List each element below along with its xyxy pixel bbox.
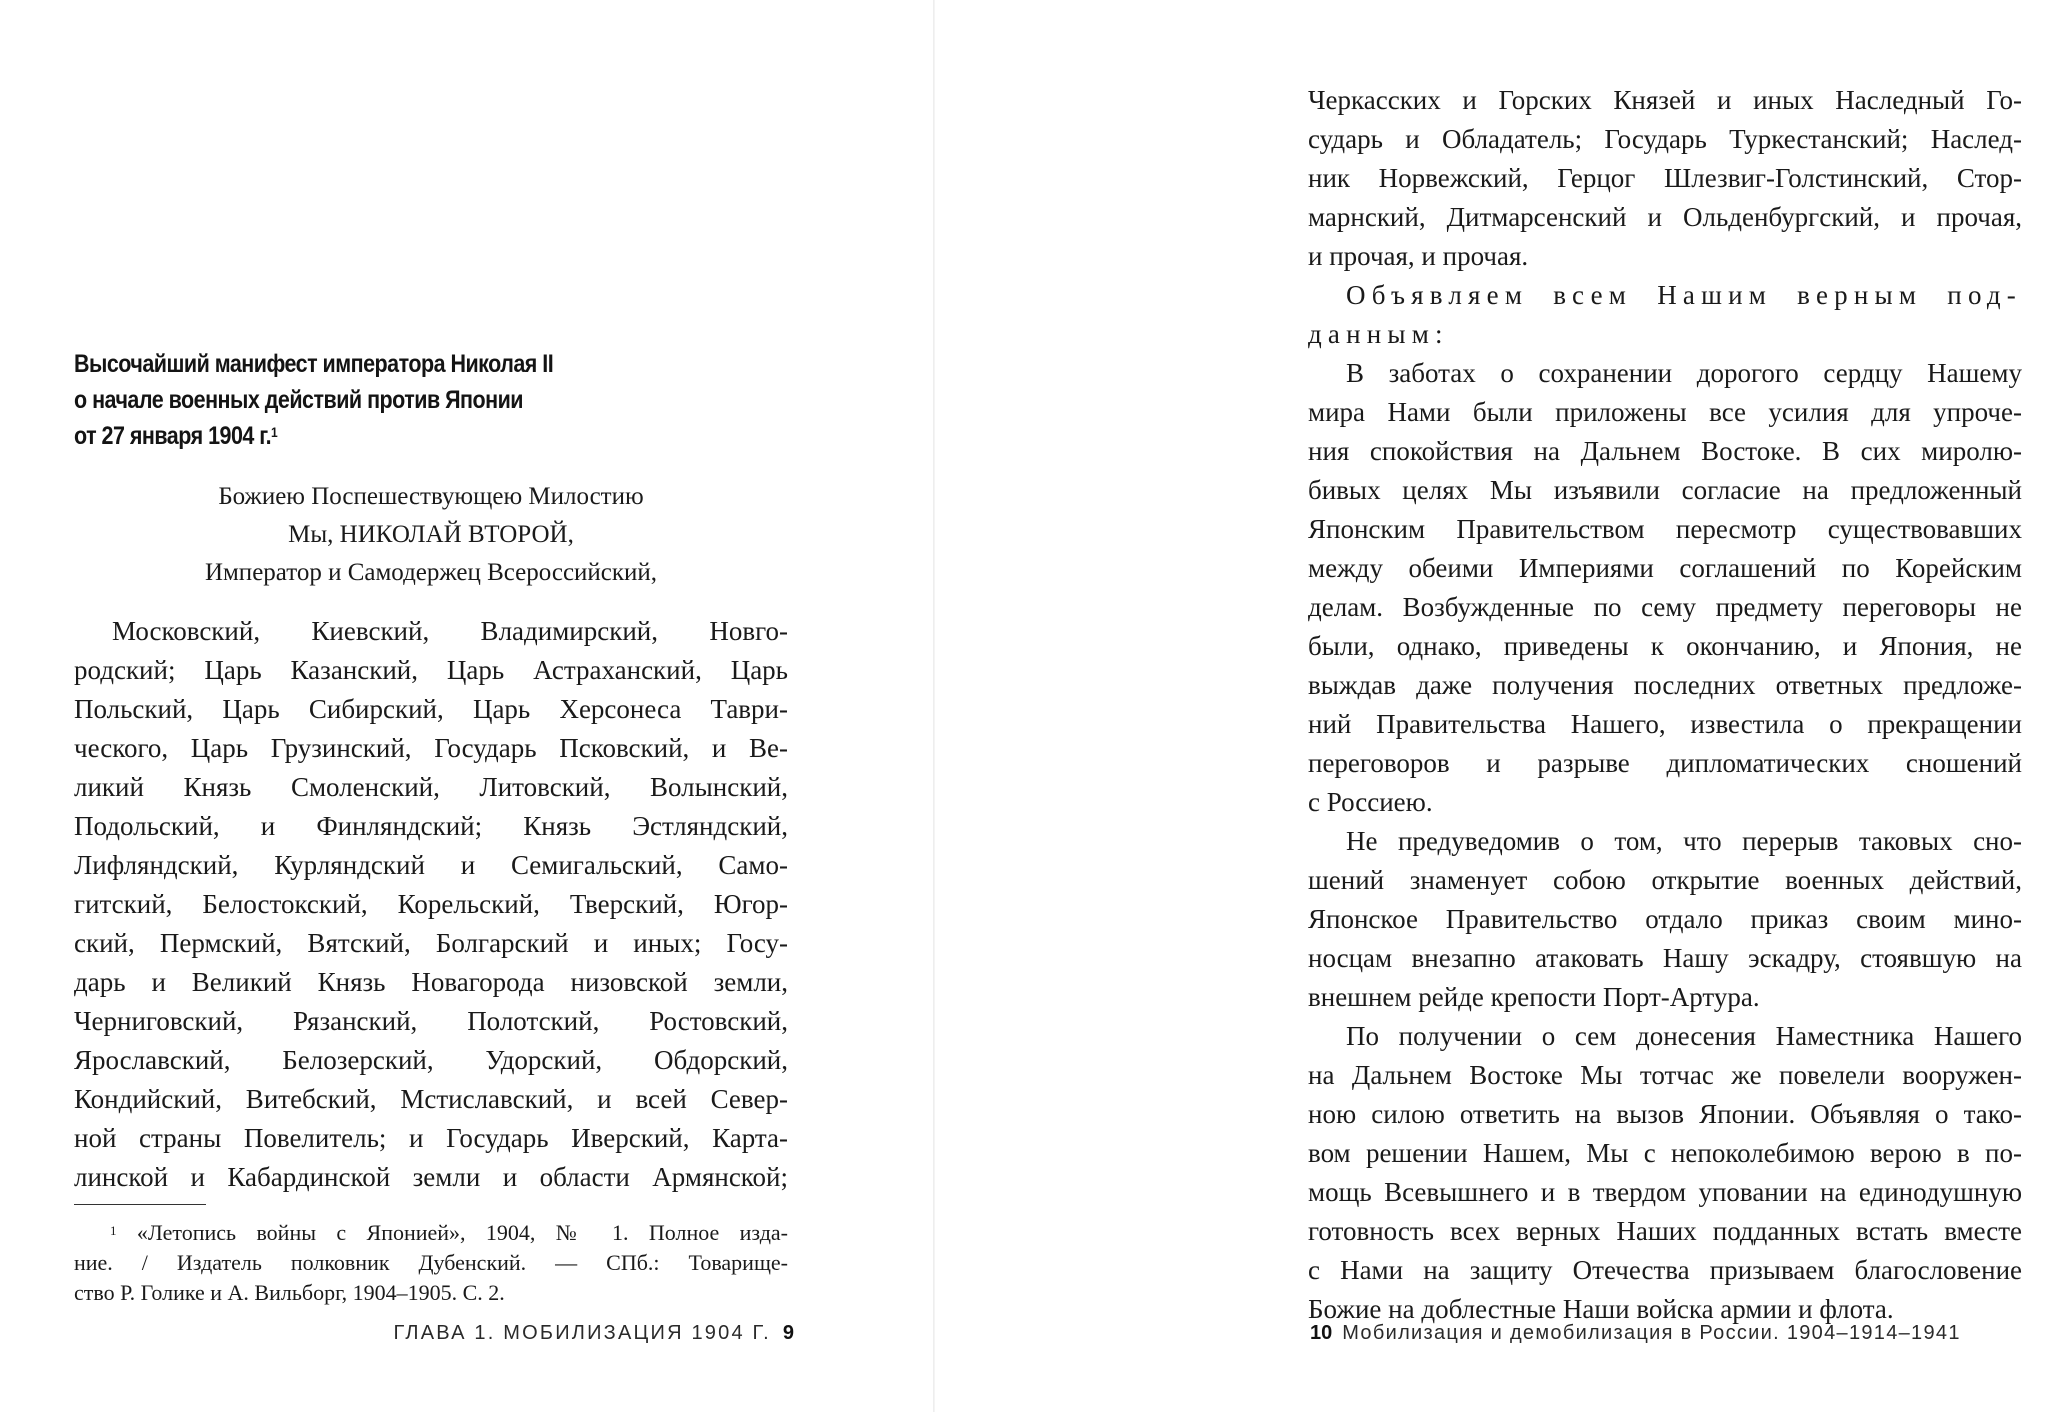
text-line: ник Норвежский, Герцог Шлезвиг-Голстинский, Стор- xyxy=(1308,163,2022,193)
text-line: ликий Князь Смоленский, Литовский, Волынский, xyxy=(74,772,788,802)
text-line: готовность всех верных Наших подданных встать вместе xyxy=(1308,1216,2022,1246)
text-line: ский, Пермский, Вятский, Болгарский и иных; Госу- xyxy=(74,928,788,958)
text-line: Кондийский, Витебский, Мстиславский, и всей Север- xyxy=(74,1084,788,1114)
text-line: Ярославский, Белозерский, Удорский, Обдорский, xyxy=(74,1045,788,1075)
text-line: линской и Кабардинской земли и области Армянской; xyxy=(74,1162,788,1192)
footnote-line xyxy=(74,1218,788,1248)
running-head-text: Мобилизация и демобилизация в России. 1904–1914–1941 xyxy=(1342,1322,1961,1344)
footnote-line: ство Р. Голике и А. Вильборг, 1904–1905. С. 2. xyxy=(74,1280,505,1305)
text-line: переговоров и разрыве дипломатических сношений xyxy=(1308,748,2022,778)
text-line: и прочая, и прочая. xyxy=(1308,241,1529,271)
footnote-line: ние. / Издатель полковник Дубенский. — СПб.: Товарище- xyxy=(74,1250,788,1275)
invocation-line: Император и Самодержец Всероссийский, xyxy=(204,559,658,586)
text-line: мира Нами были приложены все усилия для упроче- xyxy=(1308,397,2022,427)
text-line: ний Правительства Нашего, известила о прекращении xyxy=(1308,709,2022,739)
text-line: Московский, Киевский, Владимирский, Новго- xyxy=(112,616,788,646)
text-line: Черниговский, Рязанский, Полотский, Ростовский, xyxy=(74,1006,788,1036)
page-number: 9 xyxy=(782,1322,794,1344)
declaration-line: данным: xyxy=(1308,319,1449,349)
text-line: делам. Возбужденные по сему предмету переговоры не xyxy=(1308,592,2022,622)
text-line: Черкасских и Горских Князей и иных Наследный Го- xyxy=(1308,85,2022,115)
text-line: ною силою ответить на вызов Японии. Объявляя о тако- xyxy=(1308,1099,2022,1129)
text-line: шений знаменует собою открытие военных действий, xyxy=(1308,865,2022,895)
declaration-line: Объявляем всем Нашим верным под- xyxy=(1346,280,2022,310)
chapter-title-line: Высочайший манифест императора Николая II xyxy=(74,350,554,378)
text-line: на Дальнем Востоке Мы тотчас же повелели вооружен- xyxy=(1308,1060,2022,1090)
footnote xyxy=(74,1218,788,1308)
running-head-right xyxy=(1310,1322,1961,1345)
text-line: ния спокойствия на Дальнем Востоке. В сих миролю- xyxy=(1308,436,2022,466)
footnote-text: «Летопись войны с Японией», 1904, № 1. Полное изда- xyxy=(136,1220,788,1245)
text-line: с Россиею. xyxy=(1308,787,1433,817)
running-head-text: ГЛАВА 1. МОБИЛИЗАЦИЯ 1904 Г. xyxy=(393,1322,771,1344)
footnote-divider xyxy=(74,1204,206,1205)
text-line: родский; Царь Казанский, Царь Астраханский, Царь xyxy=(74,655,788,685)
running-head-left xyxy=(393,1322,794,1345)
text-line: ческого, Царь Грузинский, Государь Псковский, и Ве- xyxy=(74,733,788,763)
text-line: Лифляндский, Курляндский и Семигальский, Само- xyxy=(74,850,788,880)
text-line: Божие на доблестные Наши войска армии и флота. xyxy=(1308,1294,1894,1324)
text-line: сударь и Обладатель; Государь Туркестанский; Наслед- xyxy=(1308,124,2022,154)
text-line: вом решении Нашем, Мы с непоколебимою верою в по- xyxy=(1308,1138,2022,1168)
text-line: ной страны Повелитель; и Государь Иверский, Карта- xyxy=(74,1123,788,1153)
footnote-number: 1 xyxy=(110,1223,117,1238)
text-line: между обеими Империями соглашений по Корейским xyxy=(1308,553,2022,583)
chapter-title-line: о начале военных действий против Японии xyxy=(74,386,524,414)
text-line: гитский, Белостокский, Корельский, Тверский, Югор- xyxy=(74,889,788,919)
chapter-title xyxy=(74,346,693,454)
text-line: В заботах о сохранении дорогого сердцу Нашему xyxy=(1346,358,2022,388)
text-line: носцам внезапно атаковать Нашу эскадру, стоявшую на xyxy=(1308,943,2022,973)
invocation xyxy=(74,478,788,592)
chapter-title-date: от 27 января 1904 г. xyxy=(74,422,272,450)
invocation-line: Божиею Поспешествующею Милостию xyxy=(218,483,644,510)
page-number: 10 xyxy=(1310,1322,1333,1344)
text-line: были, однако, приведены к окончанию, и Япония, не xyxy=(1308,631,2022,661)
text-line: марнский, Дитмарсенский и Ольденбургский, и прочая, xyxy=(1308,202,2022,232)
invocation-line: Мы, НИКОЛАЙ ВТОРОЙ, xyxy=(288,521,574,548)
chapter-title-line xyxy=(74,418,693,454)
left-page xyxy=(0,0,934,1412)
right-body-text xyxy=(1308,81,2022,1329)
text-line: с Нами на защиту Отечества призываем благословение xyxy=(1308,1255,2022,1285)
text-line: Японское Правительство отдало приказ своим мино- xyxy=(1308,904,2022,934)
text-line: Подольский, и Финляндский; Князь Эстляндский, xyxy=(74,811,788,841)
text-line: Не предуведомив о том, что перерыв таковых сно- xyxy=(1346,826,2022,856)
text-line: выждав даже получения последних ответных предложе- xyxy=(1308,670,2022,700)
text-line: дарь и Великий Князь Новагорода низовской земли, xyxy=(74,967,788,997)
left-body-text xyxy=(74,612,788,1197)
text-line: По получении о сем донесения Наместника Нашего xyxy=(1346,1021,2022,1051)
text-line: бивых целях Мы изъявили согласие на предложенный xyxy=(1308,475,2022,505)
footnote-marker[interactable]: 1 xyxy=(271,424,278,440)
text-line: Японским Правительством пересмотр существовавших xyxy=(1308,514,2022,544)
text-line: внешнем рейде крепости Порт-Артура. xyxy=(1308,982,1760,1012)
text-line: мощь Всевышнего и в твердом уповании на единодушную xyxy=(1308,1177,2022,1207)
text-line: Польский, Царь Сибирский, Царь Херсонеса Таври- xyxy=(74,694,788,724)
